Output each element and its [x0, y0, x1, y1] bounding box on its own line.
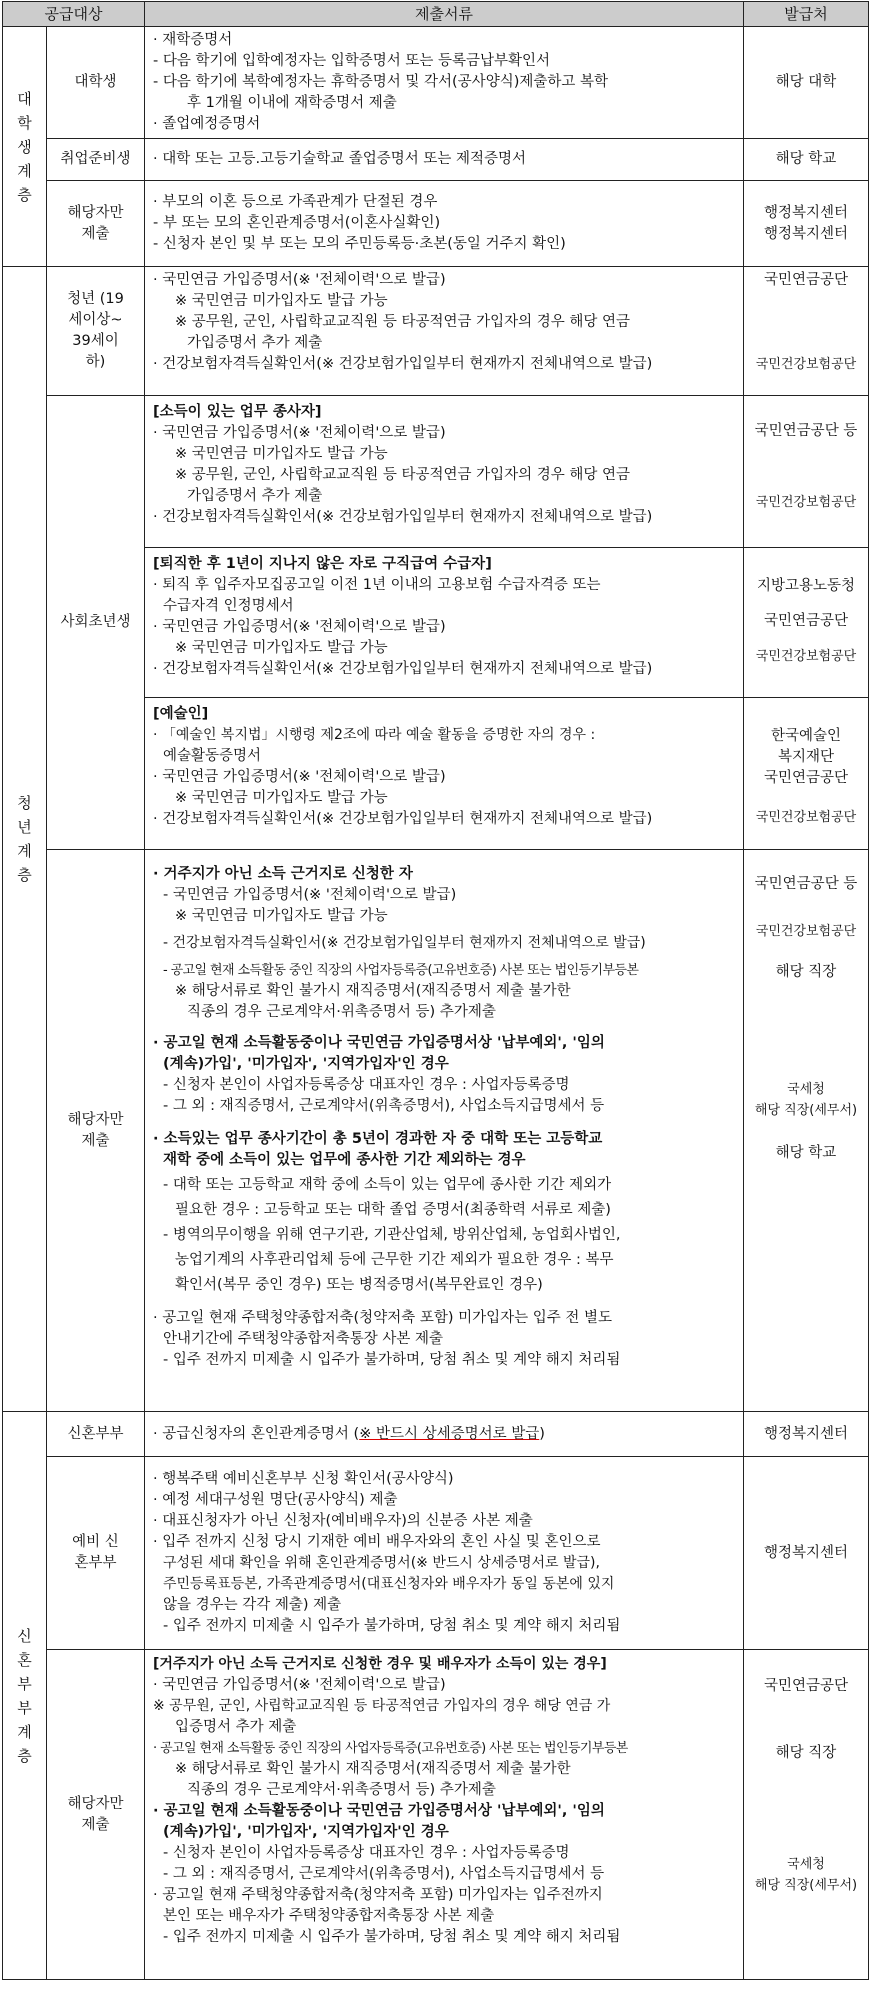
docs-cell [145, 1457, 744, 1650]
issuer-text: 지방고용노동청 [756, 578, 856, 594]
doc-line: - 신청자 본인이 사업자등록증상 대표자인 경우 : 사업자등록증명 [163, 1077, 570, 1093]
doc-line: ※ 공무원, 군인, 사립학교교직원 등 타공적연금 가입자의 경우 해당 연금 가 [153, 1698, 611, 1714]
sub-label: 대학생 [47, 27, 145, 139]
doc-line: ※ 공무원, 군인, 사립학교교직원 등 타공적연금 가입자의 경우 해당 연금 [175, 467, 631, 483]
doc-line: 농업기계의 사후관리업체 등에 근무한 기간 제외가 필요한 경우 : 복무 [175, 1252, 614, 1268]
issuer-cell [744, 396, 869, 548]
table-row [3, 1412, 869, 1457]
doc-line: · 행복주택 예비신혼부부 신청 확인서(공사양식) [153, 1471, 454, 1487]
doc-title: [예술인] [153, 706, 209, 722]
doc-line: · 부모의 이혼 등으로 가족관계가 단절된 경우 [153, 194, 438, 210]
issuer-text: 해당 학교 [775, 151, 837, 167]
docs-cell [145, 1650, 744, 1980]
doc-line: ※ 국민연금 미가입자도 발급 가능 [175, 293, 388, 309]
doc-line: · 「예술인 복지법」시행령 제2조에 따라 예술 활동을 증명한 자의 경우 : [153, 727, 596, 743]
doc-line: · 국민연금 가입증명서(※ '전체이력'으로 발급) [153, 619, 446, 635]
issuer-text: 해당 대학 [775, 74, 837, 90]
sub-label: 취업준비생 [47, 139, 145, 181]
header-issuer: 발급처 [744, 2, 869, 27]
doc-line: 가입증명서 추가 제출 [187, 488, 323, 504]
table-row [3, 27, 869, 139]
doc-line: · 공고일 현재 주택청약종합저축(청약저축 포함) 미가입자는 입주전까지 [153, 1887, 603, 1903]
doc-line: - 다음 학기에 복학예정자는 휴학증명서 및 각서(공사양식)제출하고 복학 [153, 74, 609, 90]
doc-line: ※ 공무원, 군인, 사립학교교직원 등 타공적연금 가입자의 경우 해당 연금 [175, 314, 631, 330]
doc-line: 안내기간에 주택청약종합저축통장 사본 제출 [163, 1331, 443, 1347]
doc-line: 필요한 경우 : 고등학교 또는 대학 졸업 증명서(최종학력 서류로 제출) [175, 1202, 611, 1218]
sub-label: 사회초년생 [47, 396, 145, 850]
issuer-text: 해당 직장 [775, 964, 837, 980]
doc-line: · 예정 세대구성원 명단(공사양식) 제출 [153, 1492, 398, 1508]
docs-cell [145, 698, 744, 850]
doc-line: 직종의 경우 근로계약서·위촉증명서 등) 추가제출 [187, 1782, 496, 1798]
header-docs: 제출서류 [145, 2, 744, 27]
issuer-text: 국민건강보험공단 [755, 357, 857, 372]
doc-title: [소득이 있는 업무 종사자] [153, 404, 322, 420]
doc-line: · 국민연금 가입증명서(※ '전체이력'으로 발급) [153, 1677, 446, 1693]
doc-heading: · 소득있는 업무 종사기간이 총 5년이 경과한 자 중 대학 또는 고등학교 [153, 1131, 603, 1147]
issuer-cell [744, 1412, 869, 1457]
issuer-text: 국민연금공단 [763, 272, 849, 288]
issuer-cell [744, 267, 869, 396]
table-row [3, 181, 869, 267]
issuer-text: 국민연금공단 등 [754, 423, 858, 439]
doc-line: - 신청자 본인 및 부 또는 모의 주민등록등·초본(동일 거주지 확인) [153, 236, 566, 252]
issuer-text: 해당 직장 [775, 1745, 837, 1761]
doc-line: · 공고일 현재 소득활동 중인 직장의 사업자등록증(고유번호증) 사본 또는 법인등기부등본 [153, 1741, 628, 1756]
doc-line: 예술활동증명서 [163, 748, 262, 764]
sub-label: 청년 (19세이상~ 39세이하) [47, 267, 145, 396]
issuer-text: 행정복지센터 [763, 225, 849, 242]
issuer-cell [744, 1650, 869, 1980]
doc-line: 수급자격 인정명세서 [163, 598, 294, 614]
table-row [3, 396, 869, 548]
doc-line: - 국민연금 가입증명서(※ '전체이력'으로 발급) [163, 887, 457, 903]
sub-label: 해당자만 제출 [47, 1650, 145, 1980]
issuer-text: 국민건강보험공단 [755, 924, 857, 939]
doc-title: [퇴직한 후 1년이 지나지 않은 자로 구직급여 수급자] [153, 556, 492, 572]
doc-line: - 신청자 본인이 사업자등록증상 대표자인 경우 : 사업자등록증명 [163, 1845, 570, 1861]
doc-line: · 건강보험자격득실확인서(※ 건강보험가입일부터 현재까지 전체내역으로 발급) [153, 356, 653, 372]
sub-label: 해당자만 제출 [47, 850, 145, 1412]
doc-line: · 입주 전까지 신청 당시 기재한 예비 배우자와의 혼인 사실 및 혼인으로 [153, 1534, 601, 1550]
issuer-text: 국세청 [787, 1857, 825, 1872]
group-youth [3, 267, 47, 1412]
issuer-text: 행정복지센터 [763, 204, 849, 221]
doc-heading: · 거주지가 아닌 소득 근거지로 신청한 자 [153, 866, 413, 882]
doc-line: · 건강보험자격득실확인서(※ 건강보험가입일부터 현재까지 전체내역으로 발급) [153, 811, 653, 827]
doc-line: - 건강보험자격득실확인서(※ 건강보험가입일부터 현재까지 전체내역으로 발급) [163, 935, 646, 951]
issuer-text: 해당 직장(세무서) [754, 1103, 858, 1118]
doc-line: 주민등록표등본, 가족관계증명서(대표신청자와 배우자가 동일 동본에 있지 [163, 1576, 615, 1592]
docs-cell [145, 181, 744, 267]
doc-emphasis: ※ 반드시 상세증명서로 발급 [359, 1425, 540, 1442]
doc-line: · 퇴직 후 입주자모집공고일 이전 1년 이내의 고용보험 수급자격증 또는 [153, 577, 601, 593]
doc-line: ※ 국민연금 미가입자도 발급 가능 [175, 446, 388, 462]
doc-line: ※ 해당서류로 확인 불가시 재직증명서(재직증명서 제출 불가한 [175, 983, 571, 999]
doc-line: · 국민연금 가입증명서(※ '전체이력'으로 발급) [153, 272, 446, 288]
doc-heading: (계속)가입', '미가입자', '지역가입자'인 경우 [163, 1824, 449, 1840]
issuer-text: 국민건강보험공단 [755, 649, 857, 664]
doc-line: 확인서(복무 중인 경우) 또는 병적증명서(복무완료인 경우) [175, 1277, 543, 1293]
doc-line: 직종의 경우 근로계약서·위촉증명서 등) 추가제출 [187, 1004, 496, 1020]
docs-cell [145, 548, 744, 698]
doc-heading: · 공고일 현재 소득활동중이나 국민연금 가입증명서상 '납부예외', '임의 [153, 1035, 605, 1051]
doc-line: - 입주 전까지 미제출 시 입주가 불가하며, 당첨 취소 및 계약 해지 처리됨 [163, 1618, 621, 1634]
docs-cell [145, 1412, 744, 1457]
doc-line: - 부 또는 모의 혼인관계증명서(이혼사실확인) [153, 215, 441, 231]
doc-line: · 재학증명서 [153, 32, 233, 48]
issuer-text: 행정복지센터 [763, 1544, 849, 1561]
doc-line: 구성된 세대 확인을 위해 혼인관계증명서(※ 반드시 상세증명서로 발급), [163, 1555, 600, 1571]
sub-label: 예비 신혼부부 [47, 1457, 145, 1650]
table-row [3, 1650, 869, 1980]
issuer-cell [744, 698, 869, 850]
issuer-text: 행정복지센터 [763, 1425, 849, 1442]
doc-line: · 건강보험자격득실확인서(※ 건강보험가입일부터 현재까지 전체내역으로 발급) [153, 661, 653, 677]
doc-line: · 졸업예정증명서 [153, 116, 261, 132]
group-label: 대학생계층 [17, 89, 32, 204]
doc-line: - 입주 전까지 미제출 시 입주가 불가하며, 당첨 취소 및 계약 해지 처리됨 [163, 1929, 621, 1945]
doc-line: ※ 국민연금 미가입자도 발급 가능 [175, 790, 388, 806]
table-row [3, 267, 869, 396]
issuer-text: 국민연금공단 등 [754, 876, 858, 892]
issuer-text: 해당 학교 [775, 1145, 837, 1161]
table-row [3, 139, 869, 181]
issuer-cell [744, 27, 869, 139]
doc-line: - 입주 전까지 미제출 시 입주가 불가하며, 당첨 취소 및 계약 해지 처리됨 [163, 1352, 621, 1368]
issuer-text: 국민건강보험공단 [755, 810, 857, 825]
doc-line: · 국민연금 가입증명서(※ '전체이력'으로 발급) [153, 769, 446, 785]
doc-line: ※ 해당서류로 확인 불가시 재직증명서(재직증명서 제출 불가한 [175, 1761, 571, 1777]
group-label: 신혼부부계층 [17, 1626, 32, 1765]
sub-label: 해당자만 제출 [47, 181, 145, 267]
doc-line: 가입증명서 추가 제출 [187, 335, 323, 351]
doc-line: 본인 또는 배우자가 주택청약종합저축통장 사본 제출 [163, 1908, 495, 1924]
issuer-text: 해당 직장(세무서) [754, 1878, 858, 1893]
table-header [3, 2, 869, 27]
docs-cell [145, 396, 744, 548]
doc-line: - 그 외 : 재직증명서, 근로계약서(위촉증명서), 사업소득지급명세서 등 [163, 1866, 605, 1882]
header-target: 공급대상 [3, 2, 145, 27]
doc-line [153, 1424, 733, 1445]
doc-line: - 대학 또는 고등학교 재학 중에 소득이 있는 업무에 종사한 기간 제외가 [163, 1177, 612, 1193]
doc-title: [거주지가 아닌 소득 근거지로 신청한 경우 및 배우자가 소득이 있는 경우] [153, 1656, 607, 1672]
doc-line: · 공고일 현재 주택청약종합저축(청약저축 포함) 미가입자는 입주 전 별도 [153, 1310, 612, 1326]
doc-text: ) [539, 1425, 545, 1442]
doc-line: - 공고일 현재 소득활동 중인 직장의 사업자등록증(고유번호증) 사본 또는 법인등기부등본 [163, 963, 639, 978]
doc-line: · 대학 또는 고등.고등기술학교 졸업증명서 또는 제적증명서 [153, 151, 527, 167]
doc-line: · 대표신청자가 아닌 신청자(예비배우자)의 신분증 사본 제출 [153, 1513, 533, 1529]
issuer-cell [744, 139, 869, 181]
sub-label: 신혼부부 [47, 1412, 145, 1457]
group-college [3, 27, 47, 267]
group-label: 청년계층 [17, 794, 32, 884]
docs-cell [145, 267, 744, 396]
docs-cell [145, 850, 744, 1412]
doc-line: · 건강보험자격득실확인서(※ 건강보험가입일부터 현재까지 전체내역으로 발급) [153, 509, 653, 525]
docs-cell [145, 27, 744, 139]
issuer-cell [744, 850, 869, 1412]
issuer-cell [744, 1457, 869, 1650]
issuer-text: 국민연금공단 [763, 613, 849, 629]
doc-heading: 재학 중에 소득이 있는 업무에 종사한 기간 제외하는 경우 [163, 1152, 526, 1168]
table-row [3, 1457, 869, 1650]
doc-line: - 다음 학기에 입학예정자는 입학증명서 또는 등록금납부확인서 [153, 53, 551, 69]
doc-line: ※ 국민연금 미가입자도 발급 가능 [175, 640, 388, 656]
issuer-text: 국세청 [787, 1082, 825, 1097]
doc-heading: · 공고일 현재 소득활동중이나 국민연금 가입증명서상 '납부예외', '임의 [153, 1803, 605, 1819]
issuer-cell [744, 548, 869, 698]
docs-cell [145, 139, 744, 181]
doc-line: 후 1개월 이내에 재학증명서 제출 [187, 95, 397, 111]
doc-line: ※ 국민연금 미가입자도 발급 가능 [175, 908, 388, 924]
doc-line: · 국민연금 가입증명서(※ '전체이력'으로 발급) [153, 425, 446, 441]
table-row [3, 850, 869, 1412]
doc-line: - 그 외 : 재직증명서, 근로계약서(위촉증명서), 사업소득지급명세서 등 [163, 1098, 605, 1114]
doc-heading: (계속)가입', '미가입자', '지역가입자'인 경우 [163, 1056, 449, 1072]
document-table [2, 1, 869, 1980]
issuer-text: 국민연금공단 [763, 1678, 849, 1694]
issuer-text: 한국예술인 복지재단 [770, 728, 842, 765]
issuer-text: 국민연금공단 [763, 770, 849, 786]
issuer-cell [744, 181, 869, 267]
group-newlywed [3, 1412, 47, 1980]
doc-line: 않을 경우는 각각 제출) 제출 [163, 1597, 342, 1613]
doc-line: 입증명서 추가 제출 [175, 1719, 297, 1735]
doc-line: - 병역의무이행을 위해 연구기관, 기관산업체, 방위산업체, 농업회사법인, [163, 1227, 621, 1243]
doc-text: · 공급신청자의 혼인관계증명서 ( [153, 1425, 360, 1442]
issuer-text: 국민건강보험공단 [755, 495, 857, 510]
